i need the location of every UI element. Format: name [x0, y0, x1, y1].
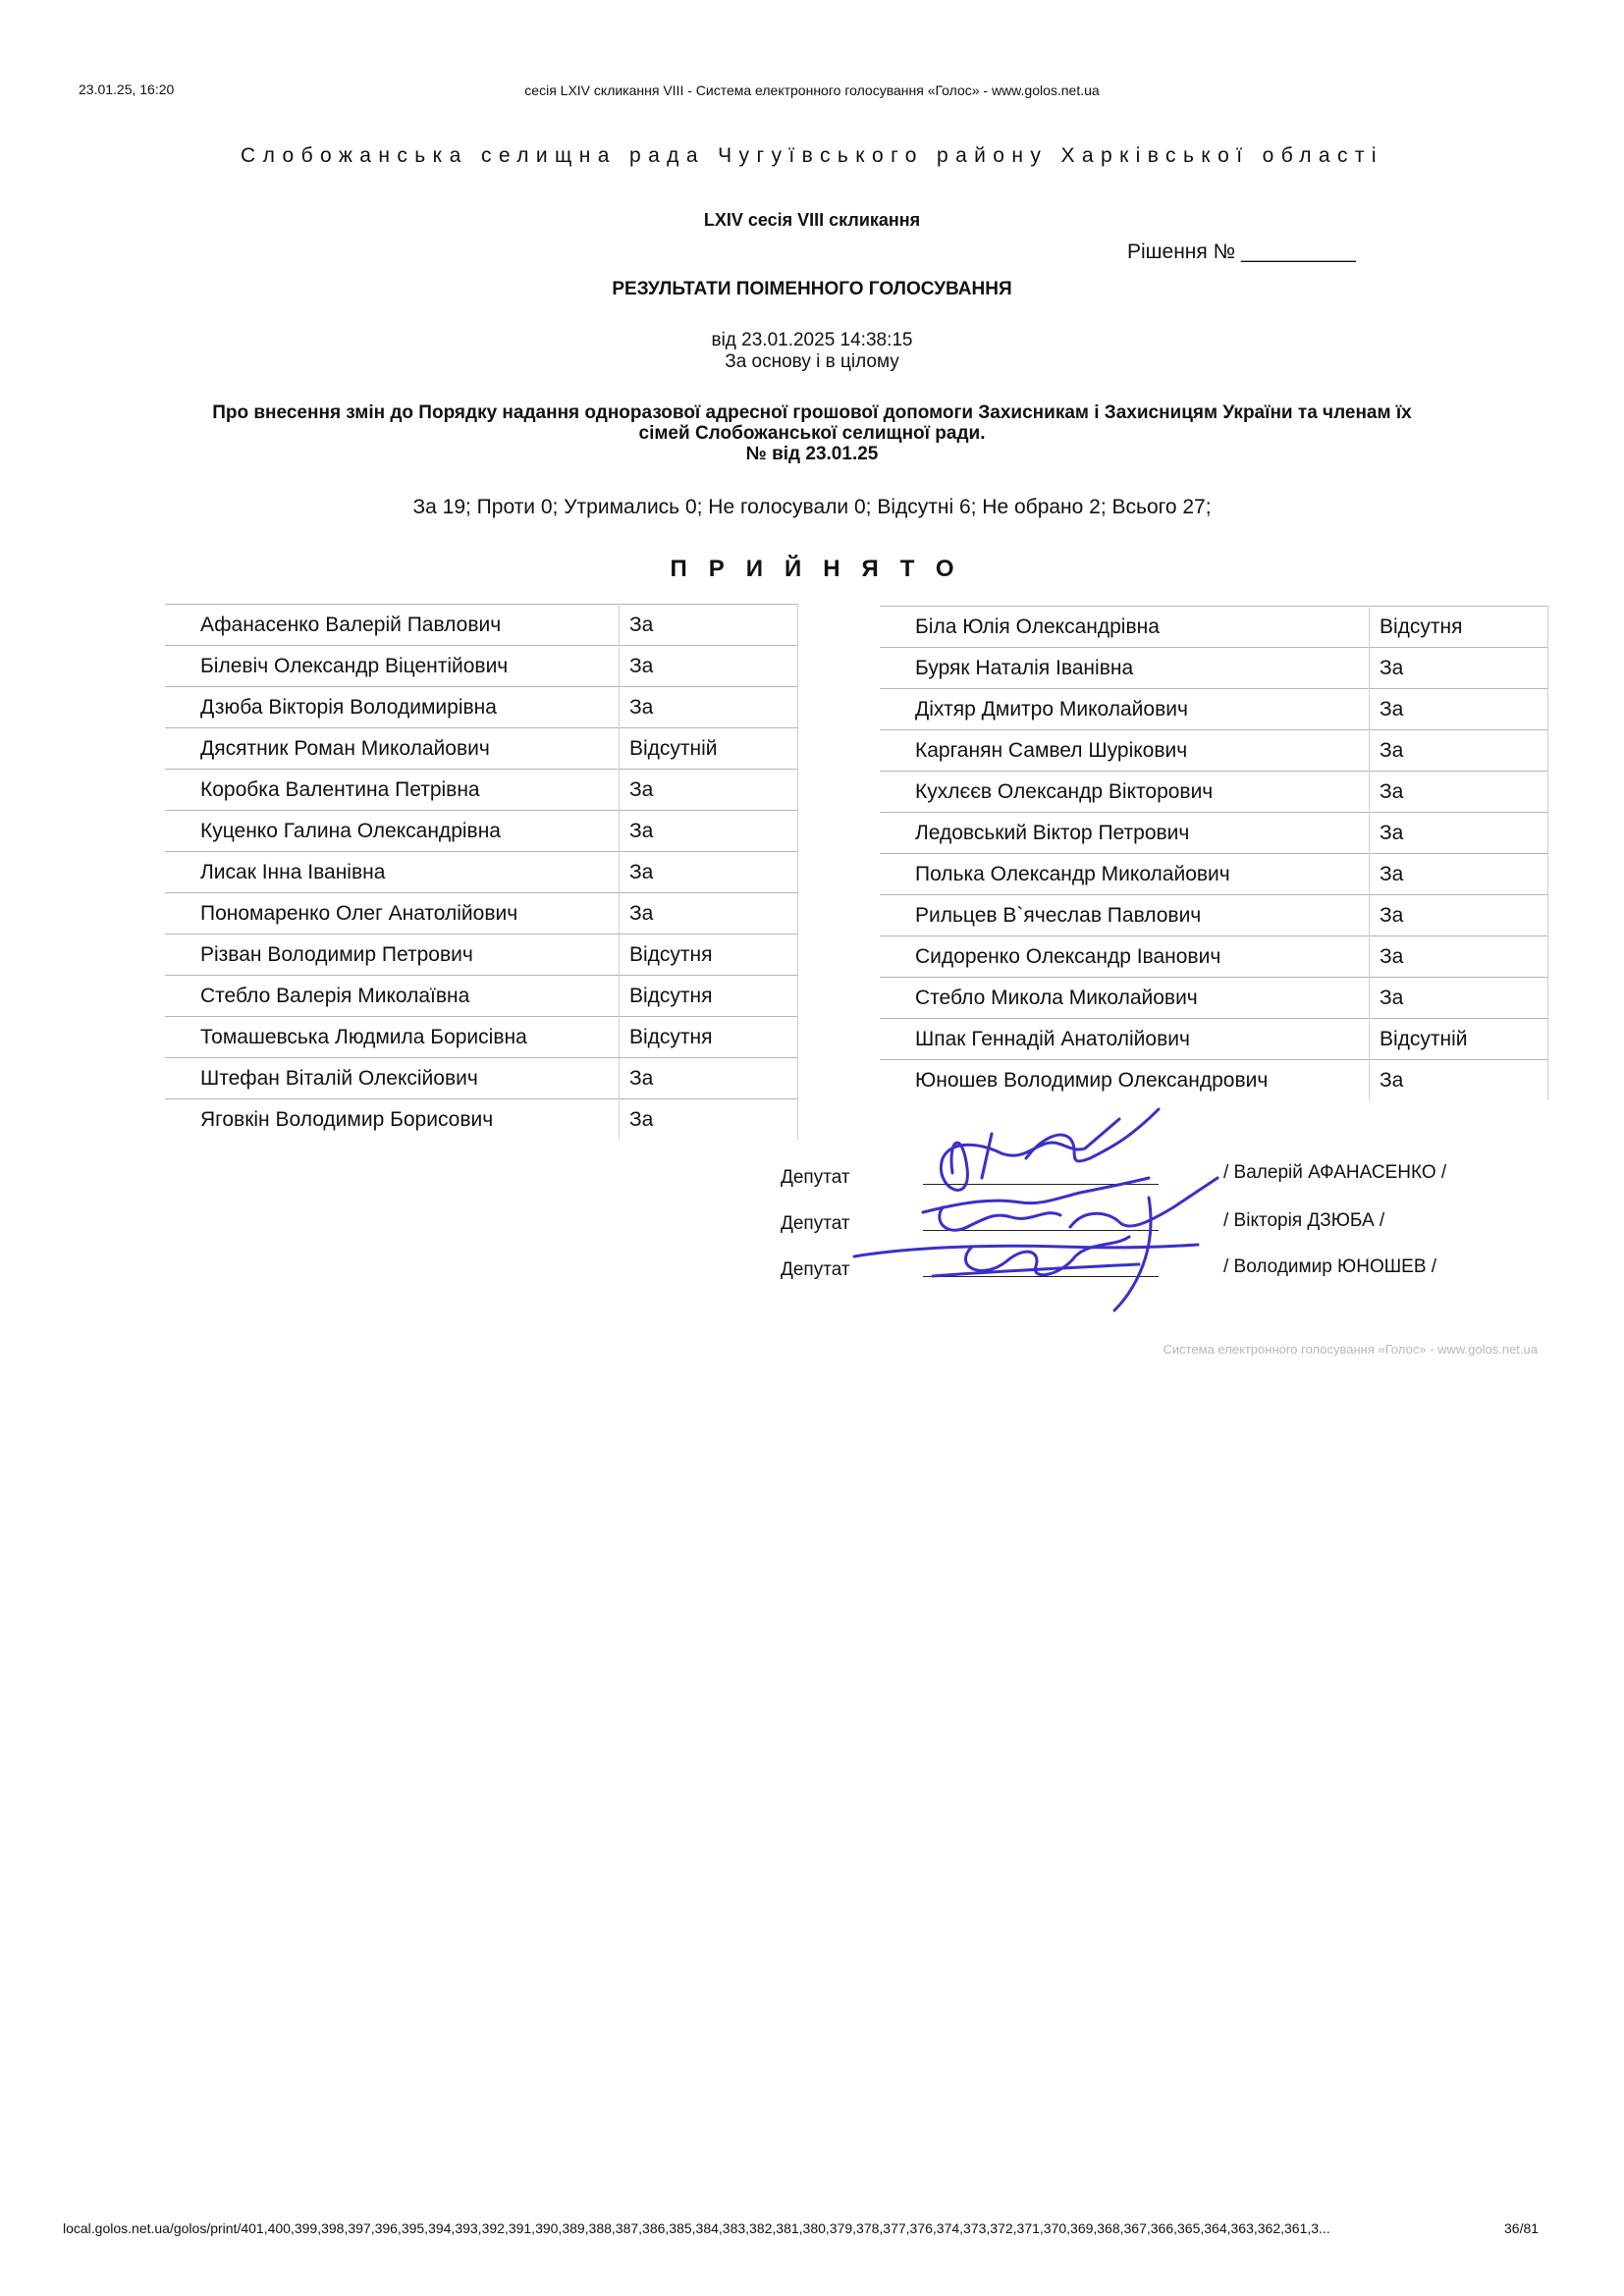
- table-row: [880, 1019, 1548, 1060]
- signature-label: Депутат: [781, 1167, 850, 1188]
- table-row: [880, 607, 1548, 648]
- deputy-name: Штефан Віталій Олексійович: [165, 1058, 620, 1099]
- deputy-name: Стебло Валерія Миколаївна: [165, 976, 620, 1017]
- deputy-vote: Відсутня: [620, 1017, 798, 1058]
- table-row: [880, 895, 1548, 936]
- deputy-name: Лисак Інна Іванівна: [165, 852, 620, 893]
- deputy-vote: Відсутня: [620, 934, 798, 976]
- deputy-vote: За: [620, 811, 798, 852]
- table-row: [880, 689, 1548, 730]
- table-row: [880, 1060, 1548, 1101]
- signature-label: Депутат: [781, 1213, 850, 1234]
- deputy-name: Дясятник Роман Миколайович: [165, 728, 620, 770]
- deputy-name: Юношев Володимир Олександрович: [880, 1060, 1370, 1101]
- votes-table-right: [880, 606, 1548, 1100]
- signatory-name: / Володимир ЮНОШЕВ /: [1223, 1256, 1437, 1277]
- deputy-name: Афанасенко Валерій Павлович: [165, 605, 620, 646]
- deputy-name: Коробка Валентина Петрівна: [165, 770, 620, 811]
- vote-date: від 23.01.2025 14:38:15: [711, 330, 913, 350]
- table-row: [165, 852, 798, 893]
- votes-table-left: [165, 604, 798, 1140]
- table-row: [165, 646, 798, 687]
- table-row: [880, 772, 1548, 813]
- deputy-vote: Відсутній: [1370, 1019, 1548, 1060]
- signatory-name: / Валерій АФАНАСЕНКО /: [1223, 1162, 1447, 1183]
- deputy-vote: За: [1370, 648, 1548, 689]
- deputy-vote: Відсутня: [620, 976, 798, 1017]
- deputy-name: Шпак Геннадій Анатолійович: [880, 1019, 1370, 1060]
- deputy-name: Яговкін Володимир Борисович: [165, 1099, 620, 1141]
- deputy-vote: За: [1370, 1060, 1548, 1101]
- table-row: [165, 605, 798, 646]
- table-row: [165, 934, 798, 976]
- table-row: [880, 854, 1548, 895]
- deputy-vote: За: [1370, 813, 1548, 854]
- deputy-name: Томашевська Людмила Борисівна: [165, 1017, 620, 1058]
- deputy-vote: За: [1370, 854, 1548, 895]
- vote-subject-number: № від 23.01.25: [745, 444, 879, 464]
- table-row: [880, 648, 1548, 689]
- signatory-name: / Вікторія ДЗЮБА /: [1223, 1210, 1385, 1231]
- handwritten-signatures-icon: [835, 1099, 1247, 1325]
- table-row: [880, 936, 1548, 978]
- deputy-name: Стебло Микола Миколайович: [880, 978, 1370, 1019]
- deputy-name: Буряк Наталія Іванівна: [880, 648, 1370, 689]
- council-name: Слобожанська селищна рада Чугуївського району Харківської області: [241, 144, 1383, 167]
- vote-subject: [137, 402, 1487, 464]
- table-row: [880, 730, 1548, 772]
- deputy-vote: За: [620, 893, 798, 934]
- table-row: [165, 976, 798, 1017]
- deputy-vote: За: [620, 646, 798, 687]
- deputy-vote: За: [620, 770, 798, 811]
- deputy-vote: За: [1370, 978, 1548, 1019]
- deputy-name: Полька Олександр Миколайович: [880, 854, 1370, 895]
- table-row: [165, 1058, 798, 1099]
- table-row: [165, 687, 798, 728]
- decision-number: Рішення № __________: [1127, 240, 1356, 263]
- deputy-vote: За: [620, 687, 798, 728]
- table-row: [165, 1017, 798, 1058]
- vote-subject-line: сімей Слобожанської селищної ради.: [638, 423, 986, 444]
- deputy-name: Дзюба Вікторія Володимирівна: [165, 687, 620, 728]
- table-row: [165, 728, 798, 770]
- deputy-vote: Відсутня: [1370, 607, 1548, 648]
- page-number: 36/81: [1504, 2220, 1540, 2236]
- table-row: [165, 1099, 798, 1141]
- deputy-vote: За: [1370, 730, 1548, 772]
- deputy-name: Пономаренко Олег Анатолійович: [165, 893, 620, 934]
- table-row: [165, 893, 798, 934]
- deputy-vote: За: [620, 852, 798, 893]
- vote-tally: За 19; Проти 0; Утримались 0; Не голосували 0; Відсутні 6; Не обрано 2; Всього 27;: [412, 496, 1212, 518]
- deputy-vote: За: [620, 605, 798, 646]
- table-row: [880, 978, 1548, 1019]
- print-datetime: 23.01.25, 16:20: [79, 81, 175, 97]
- deputy-vote: За: [620, 1058, 798, 1099]
- deputy-name: Карганян Самвел Шурікович: [880, 730, 1370, 772]
- deputy-name: Ледовський Віктор Петрович: [880, 813, 1370, 854]
- vote-basis: За основу і в цілому: [725, 351, 899, 372]
- adopted-status: ПРИЙНЯТО: [670, 556, 976, 582]
- table-row: [165, 770, 798, 811]
- deputy-name: Діхтяр Дмитро Миколайович: [880, 689, 1370, 730]
- print-url: local.golos.net.ua/golos/print/401,400,399,398,397,396,395,394,393,392,391,390,389,388,387,386,385,384,383,382,381,380,379,378,377,376,374,373,372,371,370,369,368,367,366,365,364,363,362,361,3...: [63, 2220, 1330, 2236]
- deputy-vote: За: [1370, 689, 1548, 730]
- signature-label: Депутат: [781, 1259, 850, 1280]
- session-title: LXIV сесія VIII скликання: [703, 210, 921, 230]
- deputy-name: Білевіч Олександр Віцентійович: [165, 646, 620, 687]
- results-title: РЕЗУЛЬТАТИ ПОІМЕННОГО ГОЛОСУВАННЯ: [612, 279, 1012, 299]
- print-header-title: сесія LXIV скликання VIII - Система електронного голосування «Голос» - www.golos.net.ua: [524, 82, 1100, 98]
- deputy-name: Біла Юлія Олександрівна: [880, 607, 1370, 648]
- deputy-vote: За: [1370, 936, 1548, 978]
- deputy-vote: Відсутній: [620, 728, 798, 770]
- table-row: [165, 811, 798, 852]
- deputy-name: Куценко Галина Олександрівна: [165, 811, 620, 852]
- deputy-vote: За: [1370, 895, 1548, 936]
- deputy-name: Сидоренко Олександр Іванович: [880, 936, 1370, 978]
- vote-subject-line: Про внесення змін до Порядку надання одноразової адресної грошової допомоги Захисникам і Захисницям України та членам їх: [212, 402, 1412, 423]
- table-row: [880, 813, 1548, 854]
- deputy-vote: За: [1370, 772, 1548, 813]
- deputy-name: Рильцев В`ячеслав Павлович: [880, 895, 1370, 936]
- deputy-name: Різван Володимир Петрович: [165, 934, 620, 976]
- deputy-name: Кухлєєв Олександр Вікторович: [880, 772, 1370, 813]
- deputy-vote: За: [620, 1099, 798, 1141]
- system-footer: Система електронного голосування «Голос» - www.golos.net.ua: [1163, 1342, 1538, 1357]
